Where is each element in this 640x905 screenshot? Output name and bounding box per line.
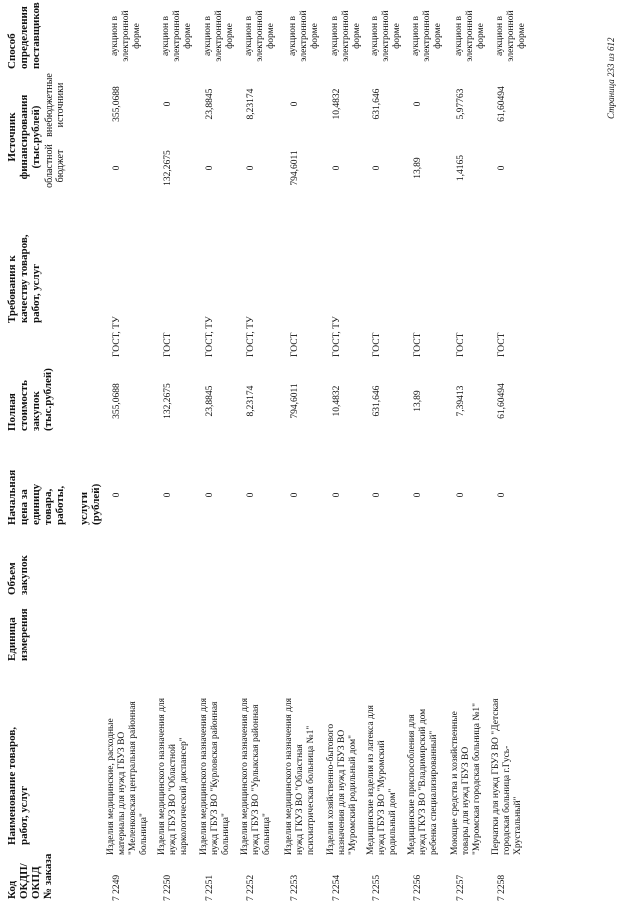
row-source-regional: 132,2675: [163, 150, 173, 186]
row-requirements: ГОСТ, ТУ: [332, 316, 342, 357]
page-footer: Страница 233 из 612: [606, 37, 616, 119]
row-method: аукцион в электронной форме: [330, 10, 362, 62]
row-method: аукцион в электронной форме: [288, 10, 320, 62]
row-code: 7 2258: [497, 874, 507, 901]
row-name: Изделия медицинские, расходные материалы для нужд ГБУЗ ВО "Меленковская центральная районная больница": [106, 701, 149, 855]
row-code: 7 2250: [163, 874, 173, 901]
row-code: 7 2255: [372, 874, 382, 901]
row-method: аукцион в электронной форме: [110, 10, 142, 62]
row-code: 7 2251: [205, 874, 215, 901]
row-source-regional: 1,4165: [456, 154, 466, 182]
row-method: аукцион в электронной форме: [454, 10, 486, 62]
row-source-regional: 794,6011: [290, 150, 300, 186]
row-price: 0: [413, 492, 423, 498]
header-total: Полная стоимость закупок (тыс.рублей): [6, 368, 54, 431]
row-requirements: ГОСТ: [497, 332, 507, 357]
header-source-extra: внебюджетные источники: [44, 73, 66, 137]
row-price: 0: [372, 492, 382, 498]
row-requirements: ГОСТ: [413, 332, 423, 357]
row-source-extra: 631,646: [372, 88, 382, 120]
row-total: 8,23174: [246, 385, 256, 417]
row-source-regional: 13,89: [413, 157, 423, 179]
row-source-extra: 5,97763: [456, 88, 466, 120]
row-code: 7 2249: [112, 874, 122, 901]
row-source-extra: 0: [413, 101, 423, 107]
row-total: 13,89: [413, 390, 423, 412]
row-name: Моющие средства и хозяйственные товары для нужд ГБУЗ ВО "Муромская городская больница №1": [450, 702, 482, 855]
row-requirements: ГОСТ: [372, 332, 382, 357]
row-source-extra: 355,0688: [112, 86, 122, 122]
row-source-extra: 0: [163, 101, 173, 107]
row-code: 7 2257: [456, 874, 466, 901]
row-source-regional: 0: [332, 165, 342, 171]
row-name: Изделия хозяйственно-бытового назначения для нужд ГБУЗ ВО "Муромский родильный дом": [326, 723, 358, 855]
row-method: аукцион в электронной форме: [244, 10, 276, 62]
row-name: Медицинские изделия из латекса для нужд ГБУЗ ВО "Муромский родильный дом": [366, 705, 398, 855]
row-total: 631,646: [372, 385, 382, 417]
header-unit: Единица измерения: [6, 608, 30, 661]
row-total: 794,6011: [290, 383, 300, 419]
row-code: 7 2254: [332, 874, 342, 901]
row-price: 0: [112, 492, 122, 498]
row-requirements: ГОСТ: [290, 332, 300, 357]
row-requirements: ГОСТ: [456, 332, 466, 357]
row-method: аукцион в электронной форме: [161, 10, 193, 62]
header-source-regional: областной бюджет: [44, 144, 66, 188]
row-name: Изделия медицинского назначения для нужд ГКУЗ ВО "Областная психиатрическая больница №1": [284, 697, 316, 855]
row-source-extra: 0: [290, 101, 300, 107]
row-source-regional: 0: [372, 165, 382, 171]
row-method: аукцион в электронной форме: [370, 10, 402, 62]
header-name: Наименование товаров, работ, услуг: [6, 726, 30, 845]
row-price: 0: [456, 492, 466, 498]
row-method: аукцион в электронной форме: [203, 10, 235, 62]
row-name: Перчатки для нужд ГБУЗ ВО "Детская городская больница г.Гусь- Хрустальный": [491, 698, 523, 855]
row-total: 132,2675: [163, 383, 173, 419]
row-name: Изделия медицинского назначения для нужд ГБУЗ ВО "Урлыкская районная больница": [240, 697, 272, 855]
row-requirements: ГОСТ, ТУ: [246, 316, 256, 357]
row-source-extra: 8,23174: [246, 88, 256, 120]
row-price: 0: [163, 492, 173, 498]
header-method: Способ определения поставщиков: [6, 2, 42, 69]
row-requirements: ГОСТ, ТУ: [205, 316, 215, 357]
row-requirements: ГОСТ: [163, 332, 173, 357]
row-source-extra: 10,4832: [332, 88, 342, 120]
row-code: 7 2253: [290, 874, 300, 901]
row-source-regional: 0: [205, 165, 215, 171]
header-code: Код ОКДП/ ОКПД № заказа: [6, 853, 54, 899]
row-name: Изделия медицинского назначения для нужд ГБУЗ ВО "Курловская районная больница": [199, 697, 231, 855]
row-code: 7 2256: [413, 874, 423, 901]
header-volume: Объем закупок: [6, 555, 30, 595]
row-method: аукцион в электронной форме: [411, 10, 443, 62]
row-total: 7,39413: [456, 385, 466, 417]
row-total: 355,0688: [112, 383, 122, 419]
row-source-regional: 0: [112, 165, 122, 171]
row-requirements: ГОСТ, ТУ: [112, 316, 122, 357]
row-total: 61,60494: [497, 383, 507, 419]
header-source: Источник финансирования (тыс.рублей): [6, 94, 42, 180]
row-method: аукцион в электронной форме: [495, 10, 527, 62]
row-price: 0: [205, 492, 215, 498]
row-source-regional: 0: [246, 165, 256, 171]
row-source-extra: 23,8845: [205, 88, 215, 120]
row-price: 0: [332, 492, 342, 498]
row-name: Изделия медицинского назначения для нужд ГБУЗ ВО "Областной наркологический диспансер": [157, 697, 189, 855]
row-total: 23,8845: [205, 385, 215, 417]
row-name: Медицинские приспособления для нужд ГКУЗ ВО "Владимирский дом ребенка специализированный": [407, 708, 439, 855]
row-source-extra: 61,60494: [497, 86, 507, 122]
row-price: 0: [497, 492, 507, 498]
row-price: 0: [290, 492, 300, 498]
row-price: 0: [246, 492, 256, 498]
row-code: 7 2252: [246, 874, 256, 901]
row-source-regional: 0: [497, 165, 507, 171]
header-price: Начальная цена за единицу товара, работы, услуги (рублей): [6, 469, 102, 525]
row-total: 10,4832: [332, 385, 342, 417]
header-requirements: Требования к качеству товаров, работ, услуг: [6, 234, 42, 323]
